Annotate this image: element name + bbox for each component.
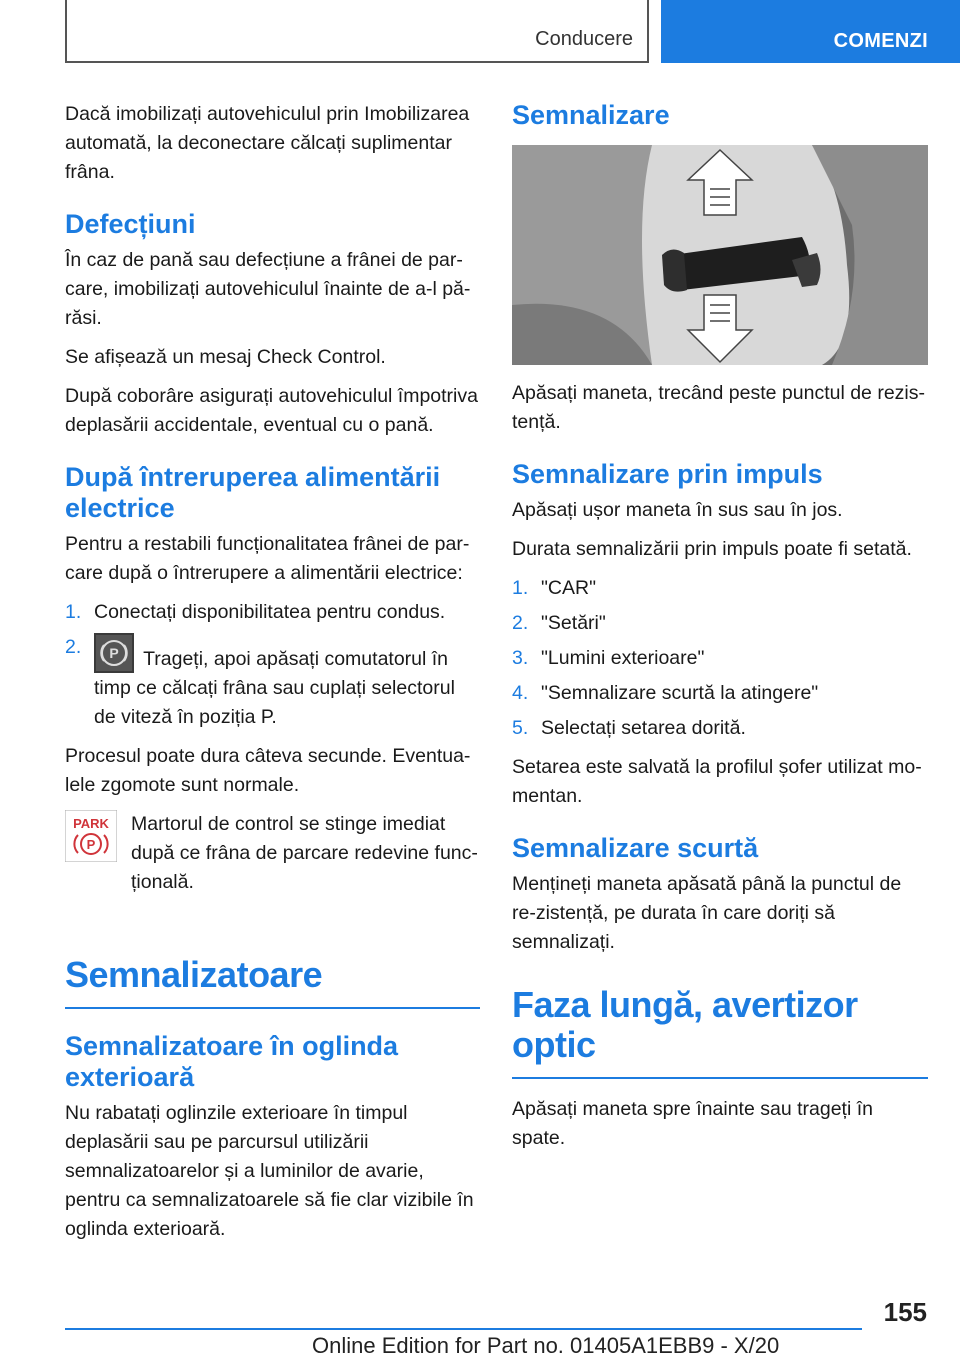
step-number: 5. bbox=[512, 717, 529, 739]
step-text: "Semnalizare scurtă la atingere" bbox=[541, 682, 819, 704]
intro-paragraph: Dacă imobilizați autovehiculul prin Imobilizarea automată, la deconectare călcați suplimentar frâna. bbox=[65, 103, 470, 183]
step-number: 2. bbox=[65, 636, 82, 658]
power-steps-list bbox=[65, 598, 480, 732]
step-text: Trageți, apoi apăsați comutatorul în timp ce călcați frâna sau cuplați selectorul de viteză în poziția P. bbox=[94, 648, 455, 728]
step-text: "Setări" bbox=[541, 612, 606, 634]
signal-caption: Apăsați maneta, trecând peste punctul de rezis-tență. bbox=[512, 382, 925, 433]
pulse-steps-list bbox=[512, 574, 928, 743]
list-item bbox=[65, 598, 480, 627]
pulse-paragraph-2: Durata semnalizării prin impuls poate fi setată. bbox=[512, 538, 912, 560]
list-item bbox=[512, 644, 928, 673]
parking-brake-switch-icon bbox=[94, 633, 134, 673]
list-item bbox=[512, 609, 928, 638]
turn-signal-lever-photo bbox=[512, 145, 928, 365]
list-item bbox=[512, 679, 928, 708]
step-number: 1. bbox=[65, 601, 82, 623]
power-heading: După întreruperea alimentării electrice bbox=[65, 462, 441, 523]
defects-heading: Defecțiuni bbox=[65, 209, 196, 239]
pulse-heading: Semnalizare prin impuls bbox=[512, 459, 823, 489]
pulse-paragraph-1: Apăsați ușor maneta în sus sau în jos. bbox=[512, 499, 843, 521]
footer-edition-text: Online Edition for Part no. 01405A1EBB9 - X/20 bbox=[312, 1333, 780, 1358]
defects-paragraph-3: După coborâre asigurați autovehiculul împotriva deplasării accidentale, eventual cu o pană. bbox=[65, 385, 478, 436]
defects-paragraph-1: În caz de pană sau defecțiune a frânei de par-care, imobilizați autovehiculul înainte de a-l pă-răsi. bbox=[65, 249, 471, 329]
signal-heading: Semnalizare bbox=[512, 100, 670, 130]
mirror-heading: Semnalizatoare în oglinda exterioară bbox=[65, 1031, 399, 1092]
park-label: PARK bbox=[73, 816, 109, 831]
list-item bbox=[512, 714, 928, 743]
warning-text: Martorul de control se stinge imediat după ce frâna de parcare redevine func-țională. bbox=[131, 813, 478, 893]
pulse-paragraph-3: Setarea este salvată la profilul șofer utilizat mo-mentan. bbox=[512, 756, 922, 807]
step-text: Selectați setarea dorită. bbox=[541, 717, 746, 739]
step-number: 2. bbox=[512, 612, 529, 634]
turn-signals-title: Semnalizatoare bbox=[65, 954, 323, 995]
mirror-paragraph: Nu rabatați oglinzile exterioare în timpul deplasării sau pe parcursul utilizării semnalizatoarelor și a luminilor de avarie, pentru ca semnalizatoarele să fie clar vizibile în oglinda exterioară. bbox=[65, 1102, 474, 1240]
high-beam-paragraph: Apăsați maneta spre înainte sau trageți în spate. bbox=[512, 1098, 873, 1149]
short-heading: Semnalizare scurtă bbox=[512, 833, 759, 863]
list-item bbox=[65, 633, 480, 732]
power-paragraph-2: Procesul poate dura câteva secunde. Eventua-lele zgomote sunt normale. bbox=[65, 745, 471, 796]
svg-text:P: P bbox=[109, 645, 119, 661]
step-number: 4. bbox=[512, 682, 529, 704]
list-item bbox=[512, 574, 928, 603]
high-beam-title-wrap bbox=[512, 985, 928, 1079]
header-tab-comenzi[interactable]: COMENZI bbox=[661, 0, 960, 63]
turn-signals-title-wrap bbox=[65, 955, 480, 1009]
defects-paragraph-2: Se afișează un mesaj Check Control. bbox=[65, 346, 386, 368]
page-number: 155 bbox=[883, 1297, 927, 1327]
step-text: "Lumini exterioare" bbox=[541, 647, 705, 669]
step-text: "CAR" bbox=[541, 577, 597, 599]
high-beam-title: Faza lungă, avertizor optic bbox=[512, 984, 858, 1065]
left-column bbox=[65, 100, 480, 1254]
step-text: Conectați disponibilitatea pentru condus. bbox=[94, 601, 446, 623]
header-section-title: Conducere bbox=[535, 28, 633, 50]
header-box bbox=[65, 0, 649, 63]
step-number: 1. bbox=[512, 577, 529, 599]
svg-text:P: P bbox=[86, 837, 96, 852]
short-paragraph: Mențineți maneta apăsată până la punctul de re-zistență, pe durata în care doriți să semnalizați. bbox=[512, 873, 902, 953]
step-number: 3. bbox=[512, 647, 529, 669]
power-paragraph-1: Pentru a restabili funcționalitatea frânei de par-care după o întrerupere a alimentării electrice: bbox=[65, 533, 470, 584]
footer-divider bbox=[65, 1328, 862, 1330]
right-column bbox=[512, 100, 928, 1163]
warning-block bbox=[65, 810, 480, 897]
park-warning-light-icon bbox=[65, 810, 117, 862]
